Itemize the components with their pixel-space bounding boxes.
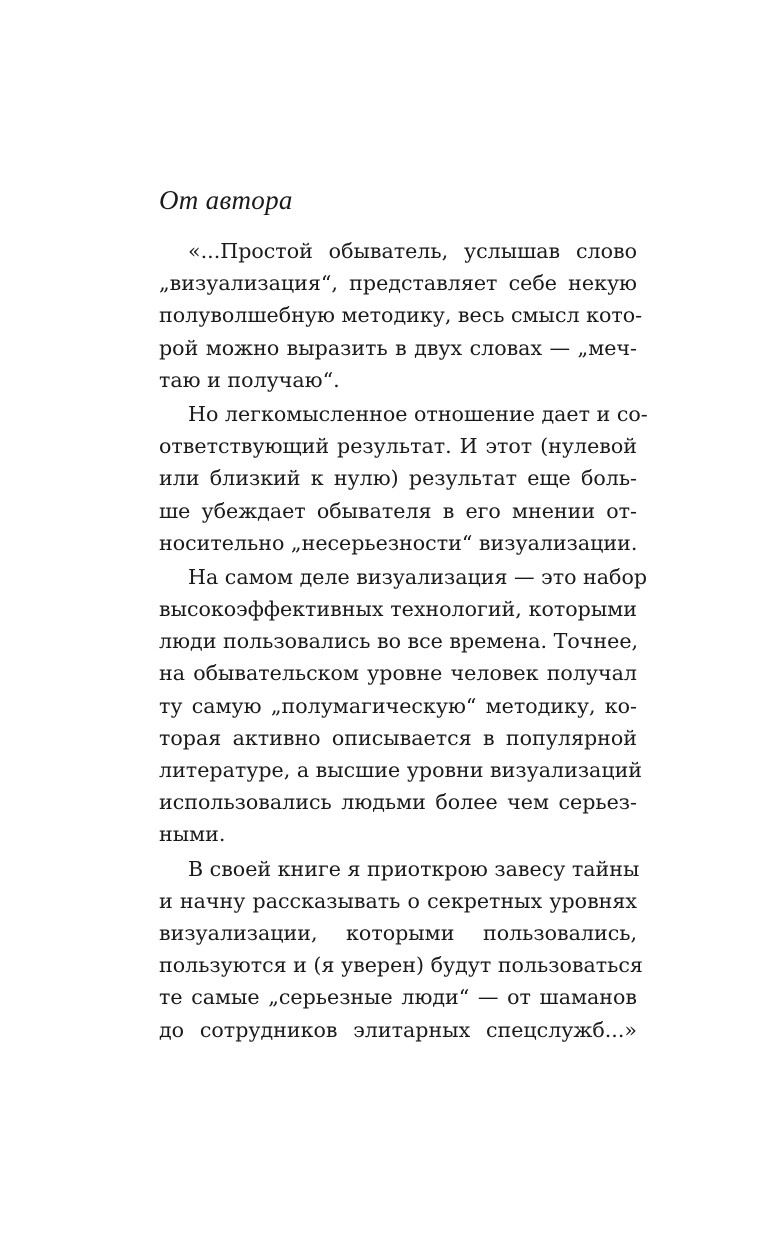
text-line: ответствующий результат. И этот (нулевой: [159, 434, 637, 459]
text-line: В своей книге я приоткрою завесу тайны: [188, 856, 640, 881]
text-line: люди пользовались во все времена. Точнее,: [159, 629, 639, 654]
text-line: торая активно описывается в популярной: [159, 725, 637, 750]
text-line: Но легкомысленное отношение дает и со-: [188, 401, 648, 426]
text-line: на обывательском уровне человек получал: [159, 661, 637, 686]
text-line: те самые „серьезные люди“ — от шаманов: [159, 985, 637, 1010]
paragraph: [159, 853, 643, 1046]
text-line: „визуализация“, представляет себе некую: [159, 271, 637, 296]
text-line: или близкий к нулю) результат еще боль-: [159, 466, 637, 491]
text-line: «...Простой обыватель, услышав слово: [188, 239, 637, 263]
paragraph: [159, 398, 648, 559]
text-line: и начну рассказывать о секретных уровнях: [159, 888, 637, 913]
text-line: ными.: [159, 822, 226, 847]
text-line: ту самую „полумагическую“ методику, ко-: [159, 693, 637, 718]
body-text: [159, 235, 648, 1046]
text-line: визуализации, которыми пользовались,: [159, 920, 637, 945]
paragraph: [159, 235, 643, 396]
text-line: использовались людьми более чем серьез-: [159, 790, 637, 815]
text-line: На самом деле визуализация — это набор: [188, 564, 648, 589]
text-line: ше убеждает обывателя в его мнении от-: [159, 498, 637, 523]
text-line: таю и получаю“.: [159, 367, 340, 392]
text-line: высокоэффективных технологий, которыми: [159, 597, 637, 622]
paragraph: [159, 561, 648, 851]
section-heading: От автора: [159, 185, 293, 215]
text-line: носительно „несерьезности“ визуализации.: [159, 530, 638, 555]
text-line: пользуются и (я уверен) будут пользоваться: [159, 953, 643, 978]
text-line: полуволшебную методику, весь смысл кото-: [159, 303, 643, 328]
text-line: до сотрудников элитарных спецслужб...»: [159, 1017, 637, 1042]
text-line: рой можно выразить в двух словах — „меч-: [159, 335, 637, 360]
text-line: литературе, а высшие уровни визуализаций: [159, 758, 643, 782]
